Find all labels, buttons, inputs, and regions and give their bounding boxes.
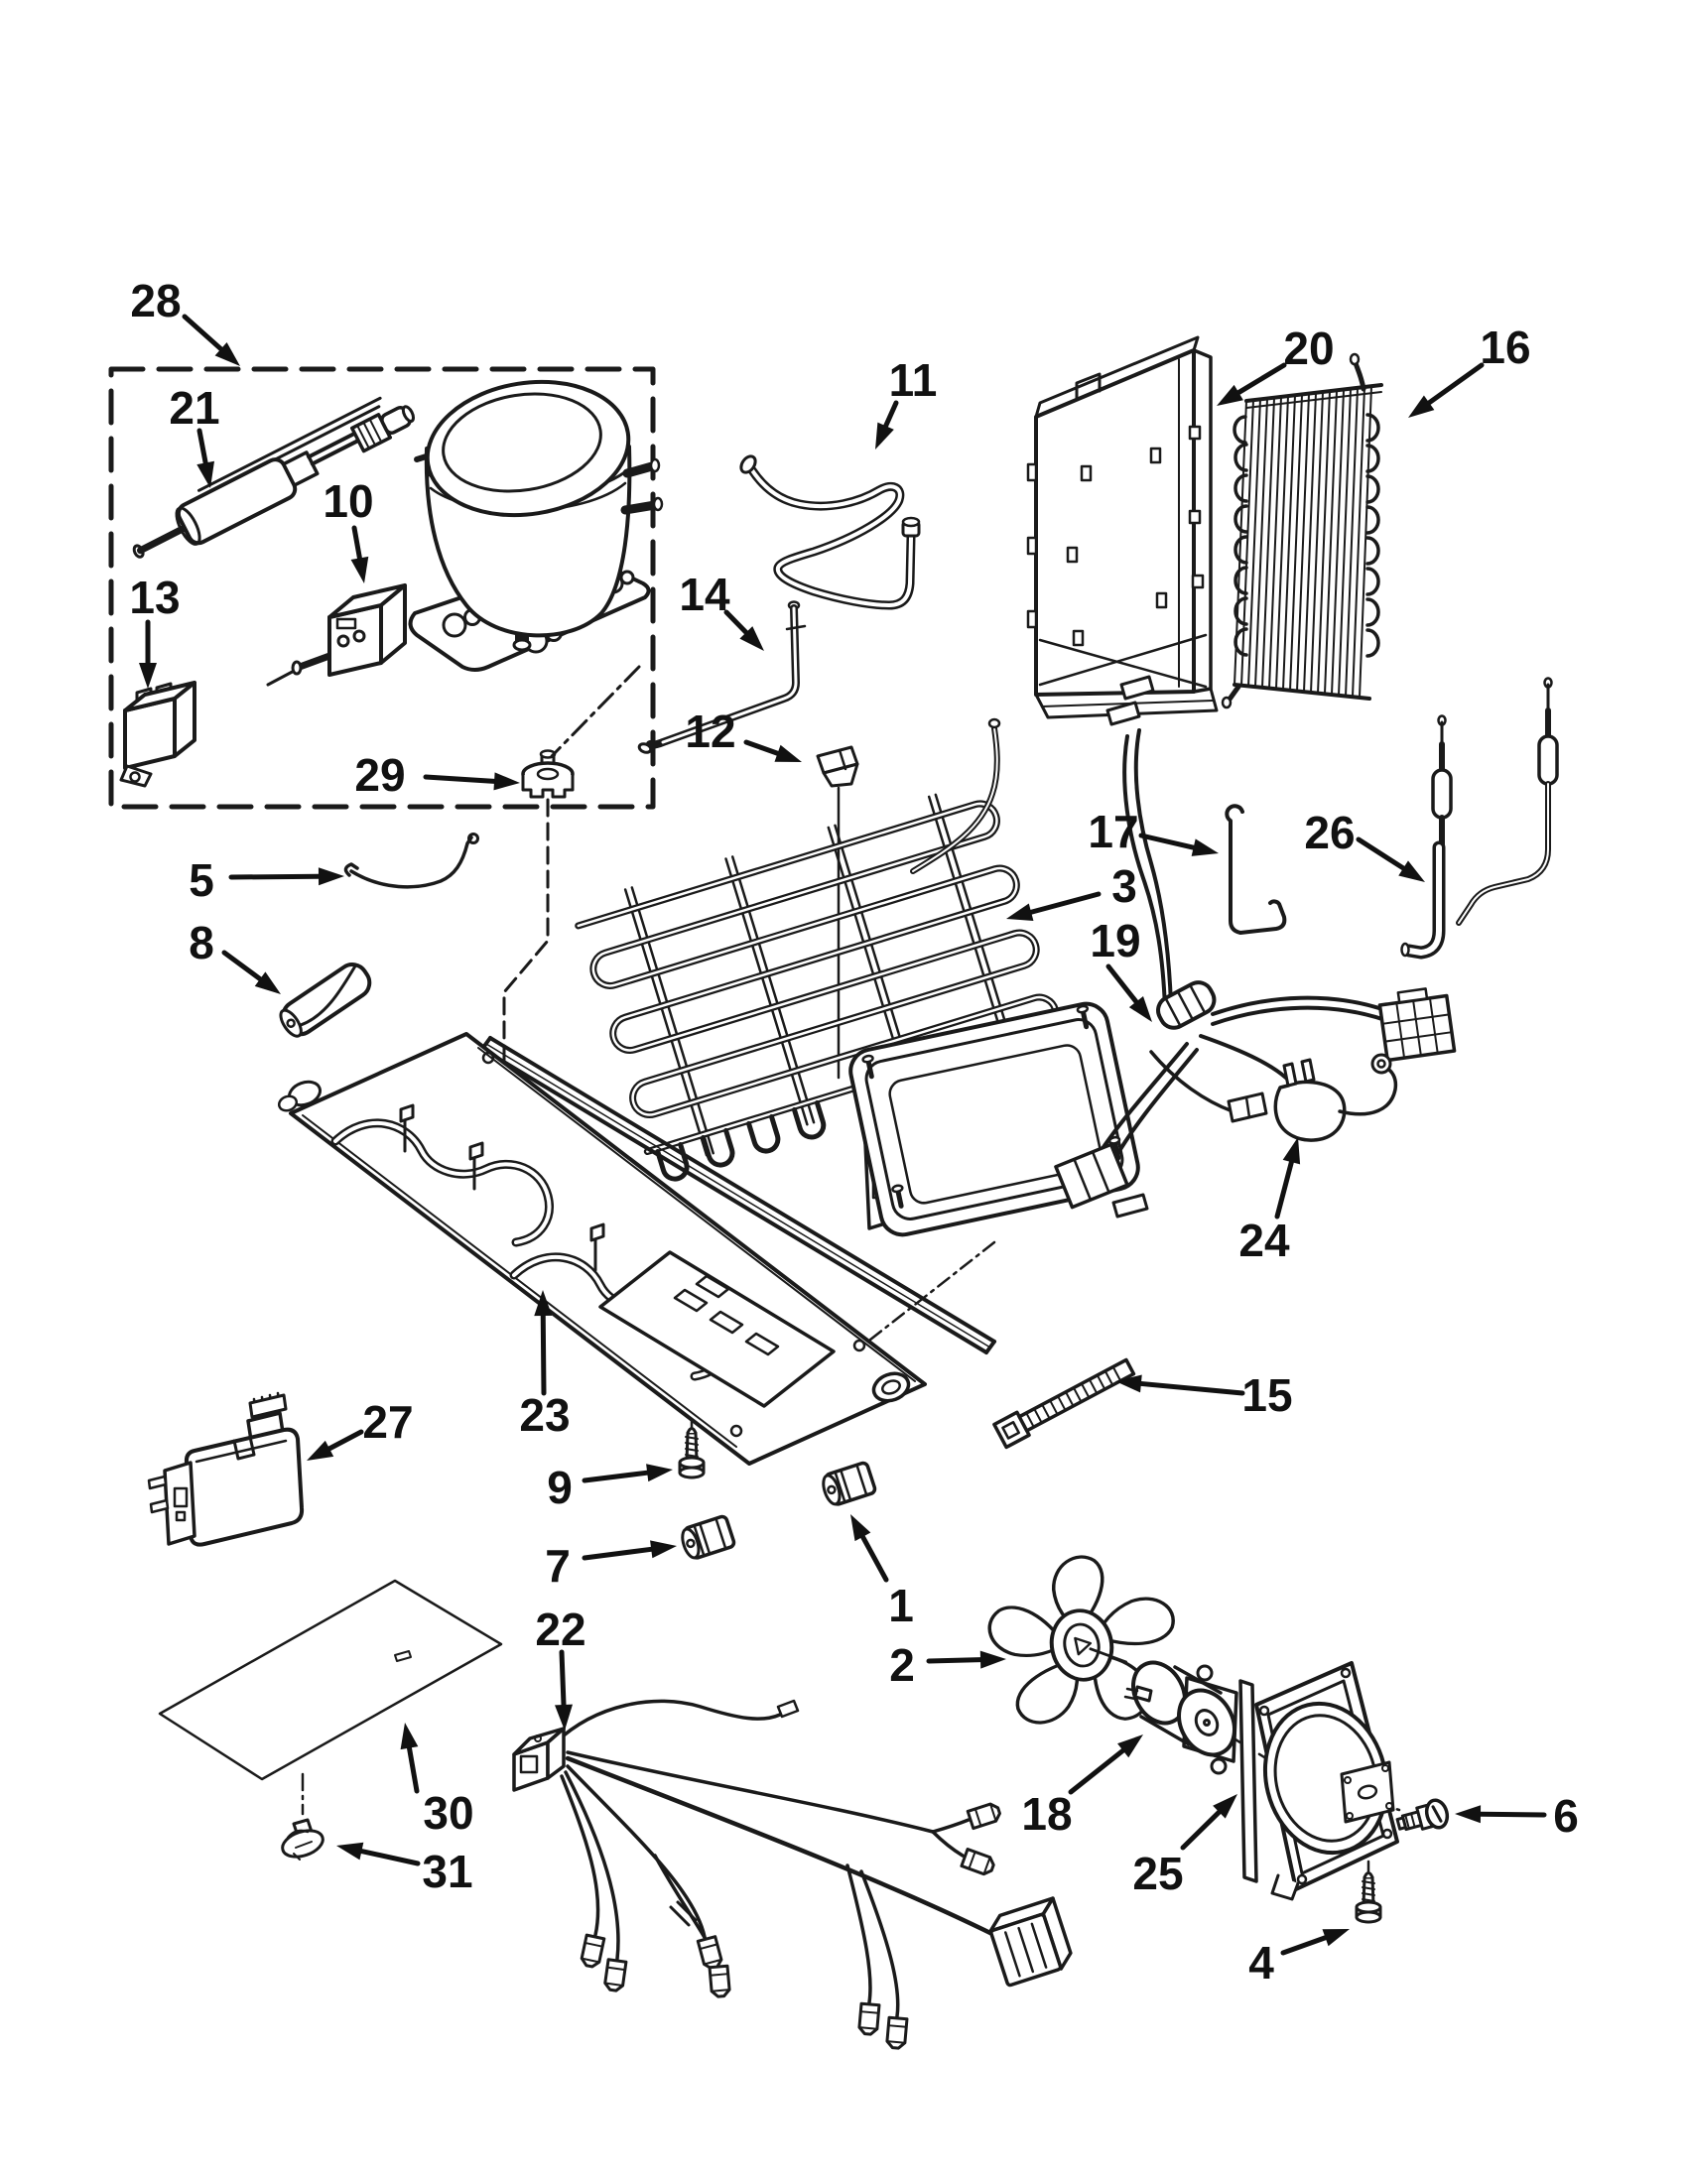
callout-label-6: 6 — [1553, 1790, 1579, 1842]
callout-label-4: 4 — [1248, 1937, 1274, 1989]
callout-27 — [307, 1396, 414, 1461]
callout-arrow-line — [1141, 835, 1194, 847]
callout-arrow-head — [1192, 838, 1219, 856]
callout-arrow-line — [1141, 1383, 1242, 1393]
part-12-clip — [818, 747, 857, 786]
callout-18 — [1021, 1734, 1143, 1840]
callout-label-21: 21 — [169, 382, 220, 434]
callout-arrow-line — [224, 953, 260, 979]
callout-arrow-head — [850, 1514, 870, 1541]
callout-label-22: 22 — [535, 1604, 586, 1655]
callout-21 — [169, 382, 219, 488]
part-22-harness — [514, 1701, 1075, 2049]
callout-label-29: 29 — [354, 749, 406, 801]
callout-label-2: 2 — [889, 1639, 915, 1691]
callout-label-1: 1 — [888, 1580, 914, 1631]
callout-label-16: 16 — [1480, 321, 1531, 373]
callout-arrow-line — [426, 777, 494, 781]
callout-2 — [889, 1639, 1006, 1691]
callout-label-25: 25 — [1132, 1848, 1184, 1899]
callout-15 — [1115, 1369, 1293, 1421]
callout-arrow-line — [929, 1660, 980, 1661]
callout-label-24: 24 — [1238, 1215, 1290, 1266]
part-31-clip — [279, 1820, 325, 1862]
callout-16 — [1408, 321, 1531, 418]
callout-label-20: 20 — [1283, 322, 1335, 374]
part-27-control — [149, 1393, 302, 1545]
callout-arrow-line — [862, 1537, 886, 1580]
callout-arrow-line — [409, 1748, 417, 1791]
callout-3 — [1006, 860, 1137, 921]
callout-29 — [354, 749, 520, 801]
callout-label-18: 18 — [1021, 1788, 1073, 1840]
callout-label-3: 3 — [1111, 860, 1137, 912]
part-29-grommet — [523, 751, 573, 798]
callout-arrow-head — [1006, 904, 1033, 921]
callout-arrow-head — [336, 1843, 363, 1861]
callout-label-15: 15 — [1241, 1369, 1293, 1421]
callout-arrow-head — [555, 1705, 573, 1731]
callout-arrow-line — [1031, 894, 1099, 912]
callout-label-19: 19 — [1090, 915, 1141, 966]
callout-label-11: 11 — [888, 354, 938, 406]
callout-arrow-head — [646, 1464, 673, 1481]
callout-arrow-head — [875, 423, 894, 450]
callout-17 — [1088, 806, 1219, 857]
callout-label-17: 17 — [1088, 806, 1139, 857]
callout-13 — [129, 572, 180, 689]
callout-arrow-head — [1322, 1929, 1350, 1946]
part-30-sheet — [160, 1581, 501, 1779]
part-7-grommet — [679, 1515, 734, 1561]
callout-6 — [1455, 1790, 1579, 1842]
callout-arrow-line — [329, 1432, 361, 1449]
callout-arrow-head — [650, 1540, 677, 1558]
callout-26 — [1304, 807, 1425, 882]
callout-arrow-head — [1455, 1805, 1481, 1823]
part-8-sleeve — [276, 959, 375, 1041]
callout-label-5: 5 — [189, 854, 214, 906]
callout-arrow-line — [1283, 1938, 1326, 1953]
callout-arrow-line — [1359, 839, 1403, 868]
part-5-wire-clip — [345, 835, 477, 887]
part-13-capacitor — [121, 683, 195, 786]
callout-arrow-head — [493, 772, 520, 790]
callout-19 — [1090, 915, 1152, 1022]
part-21-drier — [123, 388, 422, 572]
callout-9 — [547, 1462, 673, 1513]
callout-arrow-head — [307, 1441, 333, 1461]
part-6-screw — [1395, 1798, 1451, 1838]
part-26-tubes — [1402, 679, 1558, 957]
callout-label-14: 14 — [679, 569, 730, 620]
callout-arrow-line — [543, 1316, 544, 1393]
callout-label-10: 10 — [323, 475, 374, 527]
part-15-cable-tie — [994, 1355, 1136, 1447]
part-compressor — [410, 368, 662, 670]
callout-label-8: 8 — [189, 917, 214, 968]
callout-arrow-line — [199, 431, 205, 462]
callout-arrow-head — [319, 867, 344, 885]
callout-arrow-line — [1238, 365, 1284, 393]
callout-arrow-head — [351, 557, 369, 583]
callout-arrow-head — [139, 663, 157, 689]
callout-arrow-line — [354, 528, 359, 558]
part-4-screw — [1357, 1873, 1380, 1923]
part-17-bracket — [1227, 806, 1284, 933]
callout-25 — [1132, 1794, 1237, 1899]
callout-label-31: 31 — [422, 1846, 473, 1897]
callout-label-30: 30 — [423, 1787, 474, 1839]
callout-label-28: 28 — [130, 275, 182, 326]
callout-4 — [1248, 1929, 1350, 1989]
callout-30 — [401, 1723, 474, 1839]
callout-arrow-line — [1429, 365, 1482, 403]
callout-arrow-head — [401, 1723, 419, 1749]
callout-arrow-head — [980, 1651, 1006, 1669]
callout-8 — [189, 917, 281, 994]
callout-arrow-head — [774, 745, 802, 762]
callout-22 — [535, 1604, 585, 1731]
part-25-fan-shroud — [1240, 1663, 1402, 1899]
callout-14 — [679, 569, 764, 651]
callout-label-23: 23 — [519, 1389, 571, 1441]
part-11-heater-tube — [738, 453, 919, 605]
part-20-cover-panel — [1028, 337, 1217, 717]
callout-31 — [336, 1843, 473, 1897]
callout-label-9: 9 — [547, 1462, 573, 1513]
callout-arrow-line — [1108, 966, 1136, 1002]
callout-label-7: 7 — [545, 1540, 571, 1592]
callout-arrow-line — [1071, 1750, 1123, 1792]
callout-arrow-line — [886, 403, 896, 426]
callout-arrow-line — [584, 1549, 651, 1558]
part-10-relay — [268, 585, 405, 685]
callout-arrow-line — [746, 742, 778, 753]
callout-arrow-head — [1398, 860, 1425, 882]
callout-arrow-head — [1217, 385, 1243, 406]
callout-arrow-line — [562, 1652, 564, 1705]
part-1-grommet — [820, 1462, 875, 1507]
callout-arrow-line — [361, 1852, 418, 1863]
callout-28 — [130, 275, 240, 366]
callout-11 — [875, 354, 937, 450]
callout-arrow-line — [1183, 1812, 1219, 1848]
part-16-condenser — [1223, 354, 1381, 707]
callout-10 — [323, 475, 373, 583]
callout-arrow-line — [1481, 1814, 1544, 1815]
callout-label-13: 13 — [129, 572, 181, 623]
callout-5 — [189, 854, 344, 906]
callout-arrow-line — [584, 1473, 647, 1480]
callout-7 — [545, 1540, 677, 1592]
callout-arrow-line — [185, 317, 221, 349]
callout-arrow-line — [1277, 1162, 1291, 1217]
callout-label-26: 26 — [1304, 807, 1356, 858]
part-9-screw — [680, 1429, 704, 1478]
callout-24 — [1238, 1137, 1300, 1266]
callout-arrow-line — [231, 876, 319, 877]
callout-label-12: 12 — [685, 706, 736, 757]
callout-arrow-head — [1283, 1137, 1300, 1164]
callout-1 — [850, 1514, 914, 1631]
callout-label-27: 27 — [362, 1396, 414, 1448]
